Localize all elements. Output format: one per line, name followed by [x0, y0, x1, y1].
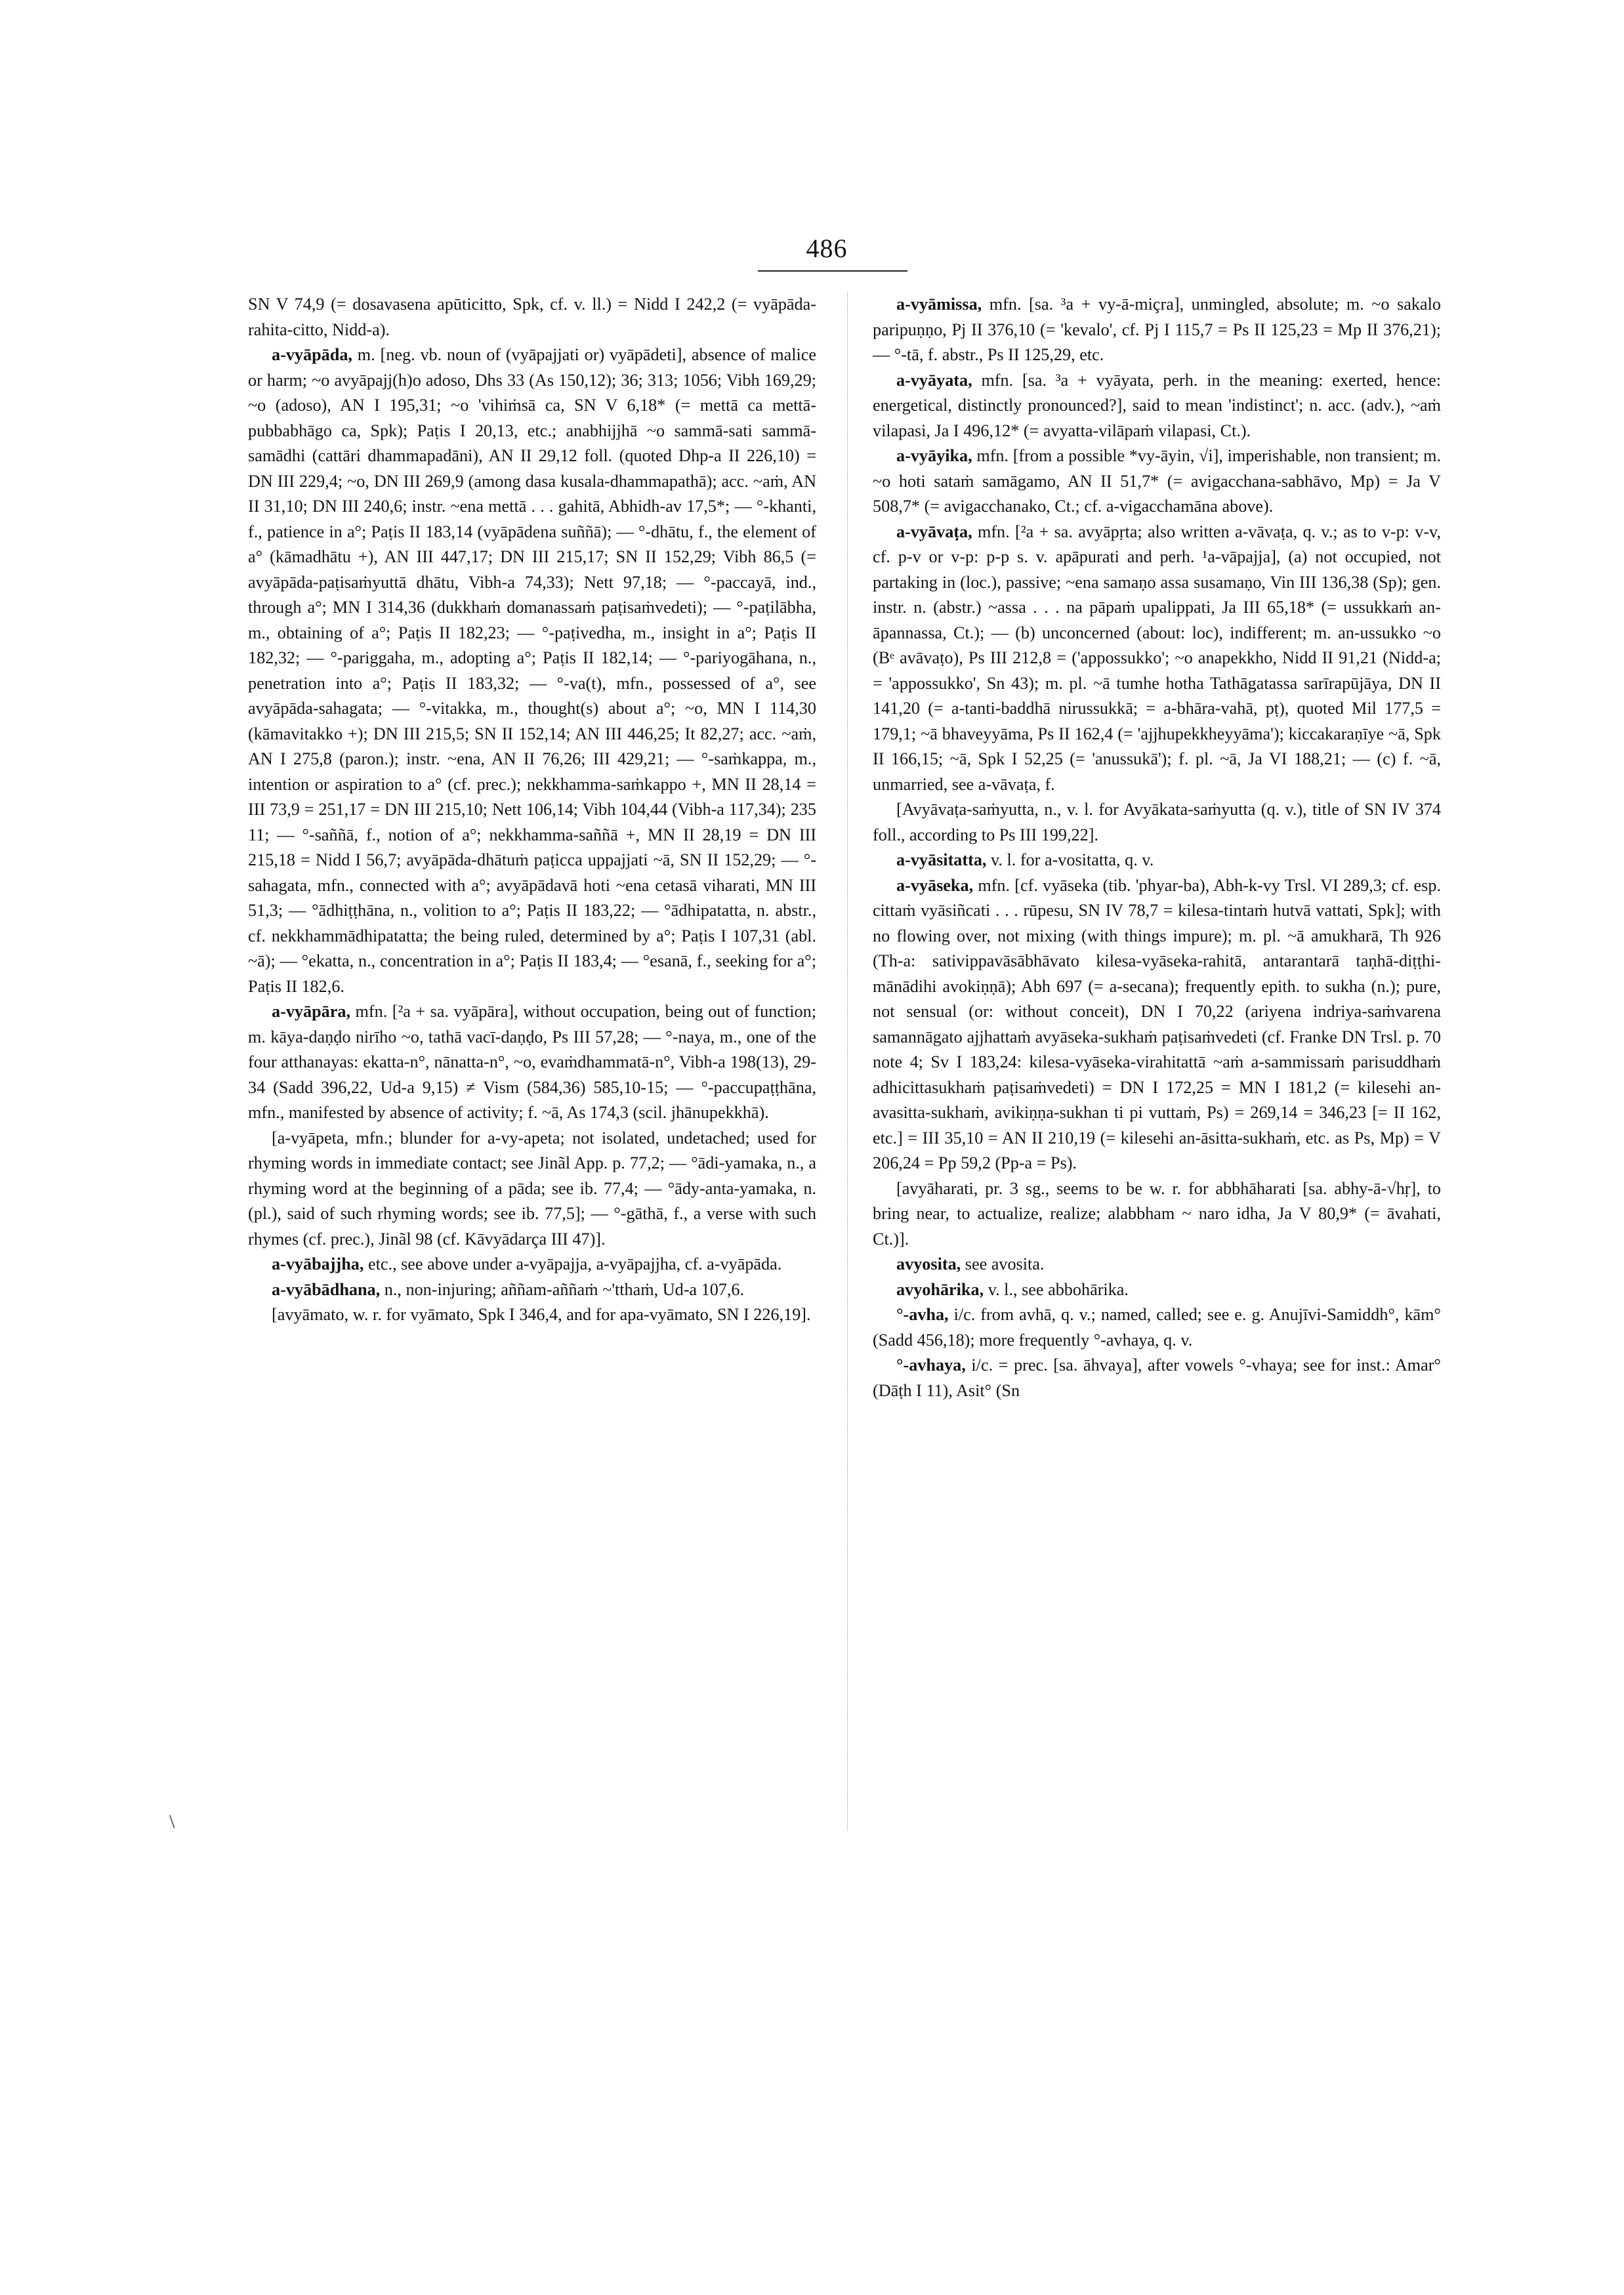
entry-body: [avyāmato, w. r. for vyāmato, Spk I 346,4, and for apa-vyāmato, SN I 226,19]. [272, 1305, 811, 1324]
page-number: 486 [806, 234, 848, 263]
entry-body: m. [neg. vb. noun of (vyāpajjati or) vyāpādeti], absence of malice or harm; ~o avyāpajj(h)o adoso, Dhs 33 (As 150,12); 36; 313; 1056; Vibh 169,29; ~o (adoso), AN I 195,31; ~o 'vihiṁsā ca, SN V 6,18* (= mettā ca mettā-pubbabhāgo ca, Spk); Paṭis I 20,13, etc.; anabhijjhā ~o sammā-sati sammā-samādhi (cattāri dhammapadāni), AN II 29,12 foll. (quoted Dhp-a II 226,10) = DN III 229,4; ~o, DN III 269,9 (among dasa kusala-dhammapathā); acc. ~aṁ, AN II 31,10; DN III 240,6; instr. ~ena mettā . . . gahitā, Abhidh-av 17,5*; — °-khanti, f., patience in a°; Paṭis II 183,14 (vyāpādena suññā); — °-dhātu, f., the element of a° (kāmadhātu +), AN III 447,17; DN III 215,17; SN II 152,29; Vibh 86,5 (= avyāpāda-paṭisaṁyuttā dhātu, Vibh-a 74,33); Nett 97,18; — °-paccayā, ind., through a°; MN I 314,36 (dukkhaṁ domanassaṁ paṭisaṁvedeti); — °-paṭilābha, m., obtaining of a°; Paṭis II 182,23; — °-paṭivedha, m., insight in a°; Paṭis II 182,32; — °-pariggaha, m., adopting a°; Paṭis II 182,14; — °-pariyogāhana, n., penetration into a°; Paṭis II 183,32; — °-va(t), mfn., possessed of a°, see avyāpāda-sahagata; — °-vitakka, m., thought(s) about a°; ~o, MN I 114,30 (kāmavitakko +); DN III 215,5; SN II 152,14; AN III 446,25; It 82,27; acc. ~aṁ, AN I 275,8 (paron.); instr. ~ena, AN II 76,26; III 429,21; — °-saṁkappa, m., intention or aspiration to a° (cf. prec.); nekkhamma-saṁkappo +, MN II 28,14 = III 73,9 = 251,17 = DN III 215,10; Nett 106,14; Vibh 104,44 (Vibh-a 117,34); 235 11; — °-saññā, f., notion of a°; nekkhamma-saññā +, MN II 28,19 = DN III 215,18 = Nidd I 56,7; avyāpāda-dhātuṁ paṭicca uppajjati ~ā, SN II 152,29; — °-sahagata, mfn., connected with a°; avyāpādavā hoti ~ena cetasā viharati, MN III 51,3; — °ādhiṭṭhāna, n., volition to a°; Paṭis II 183,22; — °ādhipatatta, n. abstr., cf. nekkhammādhipatatta; the being ruled, determined by a°; Paṭis I 107,31 (abl. ~ā); — °ekatta, n., concentration in a°; Paṭis II 183,4; — °esanā, f., seeking for a°; Paṭis II 182,6. [248, 345, 817, 996]
dictionary-entry [873, 848, 1441, 873]
entry-headword: a-vyābajjha, [272, 1254, 364, 1273]
dictionary-entry [248, 292, 816, 342]
entry-body: see avosita. [965, 1254, 1045, 1273]
entry-body: [Avyāvaṭa-saṁyutta, n., v. l. for Avyākata-saṁyutta (q. v.), title of SN IV 374 foll., according to Ps III 199,22]. [873, 800, 1441, 844]
dictionary-entry [248, 1302, 816, 1328]
entry-headword: a-vyābādhana, [272, 1279, 381, 1299]
dictionary-entry [873, 368, 1441, 444]
entry-headword: °-avha, [896, 1305, 949, 1324]
dictionary-entry [873, 1277, 1441, 1303]
entry-body: mfn. [sa. ³a + vyāyata, perh. in the meaning: exerted, hence: energetical, distinctly pronounced?], said to mean 'indistinct'; n. acc. (adv.), ~aṁ vilapasi, Ja I 496,12* (= avyatta-vilāpaṁ vilapasi, Ct.). [873, 370, 1442, 440]
dictionary-entry [248, 1126, 816, 1252]
entry-body: n., non-injuring; aññam-aññaṁ ~'tthaṁ, Ud-a 107,6. [384, 1279, 745, 1299]
entry-body: [a-vyāpeta, mfn.; blunder for a-vy-apeta; not isolated, undetached; used for rhyming words in immediate contact; see Jinãl App. p. 77,2; — °ādi-yamaka, n., a rhyming word at the beginning of a pāda; see ib. 77,4; — °ādy-anta-yamaka, n. (pl.), said of such rhyming words; see ib. 77,5]; — °-gāthā, f., a verse with such rhymes (cf. prec.), Jinãl 98 (cf. Kāvyādarça III 47)]. [248, 1128, 816, 1249]
entry-headword: °-avhaya, [896, 1355, 966, 1375]
dictionary-entry [873, 292, 1441, 368]
entry-headword: a-vyāseka, [896, 875, 974, 895]
dictionary-entry [248, 1277, 816, 1303]
entry-headword: a-vyāmissa, [896, 295, 982, 314]
entry-headword: avyosita, [896, 1254, 961, 1273]
entry-body: mfn. [²a + sa. vyāpāra], without occupation, being out of function; m. kāya-daṇḍo nirīho ~o, tathā vacī-daṇḍo, Ps III 57,28; — °-naya, m., one of the four atthanayas: ekatta-n°, nānatta-n°, ~o, evaṁdhammatā-n°, Vibh-a 198(13), 29-34 (Sadd 396,22, Ud-a 9,15) ≠ Vism (584,36) 585,10-15; — °-paccupaṭṭhāna, mfn., manifested by absence of activity; f. ~ā, As 174,3 (scil. jhānupekkhā). [248, 1002, 817, 1122]
entry-headword: a-vyāpāda, [272, 345, 352, 364]
dictionary-entry [873, 873, 1441, 1176]
entry-headword: a-vyāvaṭa, [896, 522, 972, 541]
margin-mark: \ [169, 1811, 175, 1832]
dictionary-entry [873, 1302, 1441, 1353]
dictionary-entry [248, 1252, 816, 1277]
right-column [873, 292, 1441, 1403]
entry-body: mfn. [cf. vyāseka (tib. 'phyar-ba), Abh-k-vy Trsl. VI 289,3; cf. esp. cittaṁ vyāsiñcati . . . rūpesu, SN IV 78,7 = kilesa-tintaṁ hutvā vattati, Spk]; with no flowing over, not mixing (with things impure); m. pl. ~ā amukharā, Th 926 (Th-a: sativippavāsābhāvato kilesa-vyāseka-rahitā, antarantarā taṇhā-diṭṭhi-mānādihi avokiṇṇā); Abh 697 (= a-secana); frequently epith. to sukha (n.); pure, not sensual (or: without conceit), DN I 70,22 (ariyena indriya-saṁvarena samannāgato ajjhattaṁ avyāseka-sukhaṁ paṭisaṁvedeti (cf. Franke DN Trsl. p. 70 note 4; Sv I 183,24: kilesa-vyāseka-virahitattā ~aṁ a-sammissaṁ parisuddhaṁ adhicittasukhaṁ paṭisaṁvedeti) = DN I 172,25 = MN I 181,2 (= kilesehi an-avasitta-sukhaṁ, avikiṇṇa-sukhan ti pi vuttaṁ, Ps) = 269,14 = 346,23 [= II 162, etc.] = III 35,10 = AN II 210,19 (= kilesehi an-āsitta-sukhaṁ, etc. as Ps, Mp) = V 206,24 = Pp 59,2 (Pp-a = Ps). [873, 875, 1441, 1172]
column-divider [847, 292, 848, 1830]
entry-headword: a-vyāpāra, [272, 1002, 351, 1021]
entry-body: i/c. = prec. [sa. āhvaya], after vowels °-vhaya; see for inst.: Amar° (Dāṭh I 11), Asit° (Sn [873, 1355, 1441, 1400]
entry-body: mfn. [sa. ³a + vy-ā-miçra], unmingled, absolute; m. ~o sakalo paripuṇṇo, Pj II 376,10 (= 'kevalo', cf. Pj I 115,7 = Ps II 125,23 = Mp II 376,21); — °-tā, f. abstr., Ps II 125,29, etc. [873, 295, 1442, 364]
left-column [248, 292, 816, 1328]
entry-body: v. l., see abbohārika. [988, 1279, 1129, 1299]
dictionary-entry [248, 342, 816, 999]
entry-body: SN V 74,9 (= dosavasena apūticitto, Spk, cf. v. ll.) = Nidd I 242,2 (= vyāpāda-rahita-citto, Nidd-a). [248, 295, 816, 339]
entry-body: [avyāharati, pr. 3 sg., seems to be w. r. for abbhāharati [sa. abhy-ā-√hṛ], to bring near, to actualize, realize; alabbham ~ naro idha, Ja V 80,9* (= āvahati, Ct.)]. [873, 1178, 1441, 1249]
entry-body: mfn. [from a possible *vy-āyin, √i], imperishable, non transient; m. ~o hoti sataṁ samāgamo, AN II 51,7* (= avigacchana-sabhāvo, Mp) = Ja V 508,7* (= avigacchanako, Ct.; cf. a-vigacchamāna above). [873, 446, 1441, 516]
dictionary-entry [248, 999, 816, 1126]
dictionary-entry [873, 444, 1441, 520]
entry-headword: a-vyāsitatta, [896, 850, 987, 869]
entry-body: v. l. for a-vositatta, q. v. [991, 850, 1154, 869]
dictionary-entry [873, 797, 1441, 848]
entry-body: i/c. from avhā, q. v.; named, called; see e. g. Anujīvi-Samiddh°, kām° (Sadd 456,18); more frequently °-avhaya, q. v. [873, 1305, 1442, 1350]
entry-headword: a-vyāyika, [896, 446, 972, 465]
dictionary-entry [873, 1252, 1441, 1277]
dictionary-entry [873, 520, 1441, 798]
page-number-rule [758, 270, 907, 272]
dictionary-entry [873, 1176, 1441, 1252]
dictionary-entry [873, 1353, 1441, 1403]
entry-headword: a-vyāyata, [896, 370, 972, 390]
entry-body: etc., see above under a-vyāpajja, a-vyāpajjha, cf. a-vyāpāda. [367, 1254, 782, 1273]
entry-headword: avyohārika, [896, 1279, 984, 1299]
entry-body: mfn. [²a + sa. avyāpṛta; also written a-vāvaṭa, q. v.; as to v-p: v-v, cf. p-v or v-p: p-p s. v. apāpurati and perh. ¹a-vāpajja], (a) not occupied, not partaking in (loc.), passive; ~ena samaṇo assa susamaṇo, Vin III 136,38 (Sp); gen. instr. n. (abstr.) ~assa . . . na pāpaṁ upalippati, Ja III 65,18* (= ussukkaṁ an-āpannassa, Ct.); — (b) unconcerned (about: loc), indifferent; m. an-ussukko ~o (Bᵉ avāvaṭo), Ps III 212,8 = ('appossukko'; ~o anapekkho, Nidd II 91,21 (Nidd-a; = 'appossukko', Sn 43); m. pl. ~ā tumhe hotha Tathāgatassa sarīrapūjāya, DN II 141,20 (= a-tanti-baddhā nirussukkā; = a-bhāra-vahā, pṭ), quoted Mil 177,5 = 179,1; ~ā bhaveyyāma, Ps II 162,4 (= 'ajjhupekkheyyāma'); kiccakaraṇīye ~ā, Spk II 166,15; ~ā, Spk I 52,25 (= 'anussukā'); f. pl. ~ā, Ja VI 188,21; — (c) f. ~ā, unmarried, see a-vāvaṭa, f. [873, 522, 1441, 794]
